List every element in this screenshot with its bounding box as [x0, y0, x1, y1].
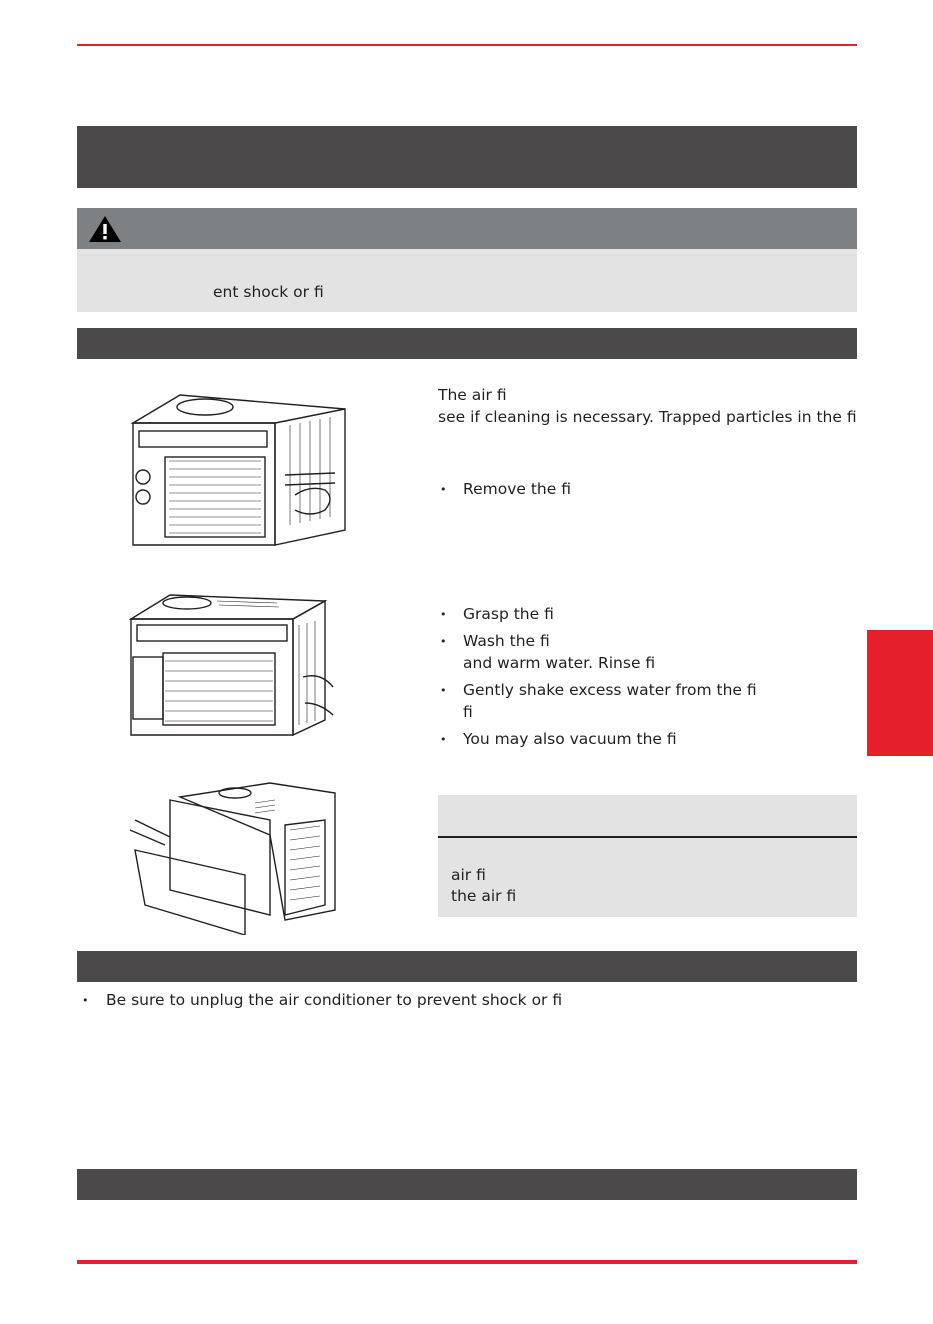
filter-intro-line2: see if cleaning is necessary. Trapped particles in the fi	[438, 408, 857, 426]
filter-intro-line1: The air fi	[438, 386, 507, 404]
step-shake-filter-cont: fi	[463, 703, 473, 721]
step-vacuum-filter: You may also vacuum the fi	[463, 730, 677, 748]
note-body	[438, 838, 857, 917]
step-wash-filter: Wash the fi	[463, 632, 550, 650]
cabinet-section-bar	[77, 951, 857, 982]
warning-header	[77, 208, 857, 249]
bullet-icon: •	[440, 684, 447, 697]
filter-section-bar	[77, 328, 857, 359]
bullet-icon: •	[82, 994, 89, 1007]
step-shake-filter: Gently shake excess water from the fi	[463, 681, 757, 699]
section-side-tab	[867, 630, 933, 756]
air-conditioner-filter-removal-illustration	[125, 385, 360, 550]
bullet-icon: •	[440, 608, 447, 621]
warning-text: ent shock or fi	[213, 283, 324, 301]
section-title-bar	[77, 126, 857, 188]
bottom-rule	[77, 1260, 857, 1264]
step-remove-filter: Remove the fi	[463, 480, 571, 498]
air-conditioner-filter-grasp-illustration	[125, 585, 360, 740]
bullet-icon: •	[440, 635, 447, 648]
top-rule	[77, 44, 857, 46]
warning-triangle-icon	[87, 214, 123, 244]
note-line1: air fi	[451, 866, 486, 884]
step-wash-filter-cont: and warm water. Rinse fi	[463, 654, 656, 672]
bullet-icon: •	[440, 483, 447, 496]
warning-body	[77, 249, 857, 312]
cabinet-unplug-text: Be sure to unplug the air conditioner to prevent shock or fi	[106, 991, 563, 1009]
step-grasp-filter: Grasp the fi	[463, 605, 554, 623]
air-conditioner-front-panel-open-illustration	[125, 775, 345, 935]
note-line2: the air fi	[451, 887, 517, 905]
bottom-section-bar	[77, 1169, 857, 1200]
bullet-icon: •	[440, 733, 447, 746]
note-header	[438, 795, 857, 838]
